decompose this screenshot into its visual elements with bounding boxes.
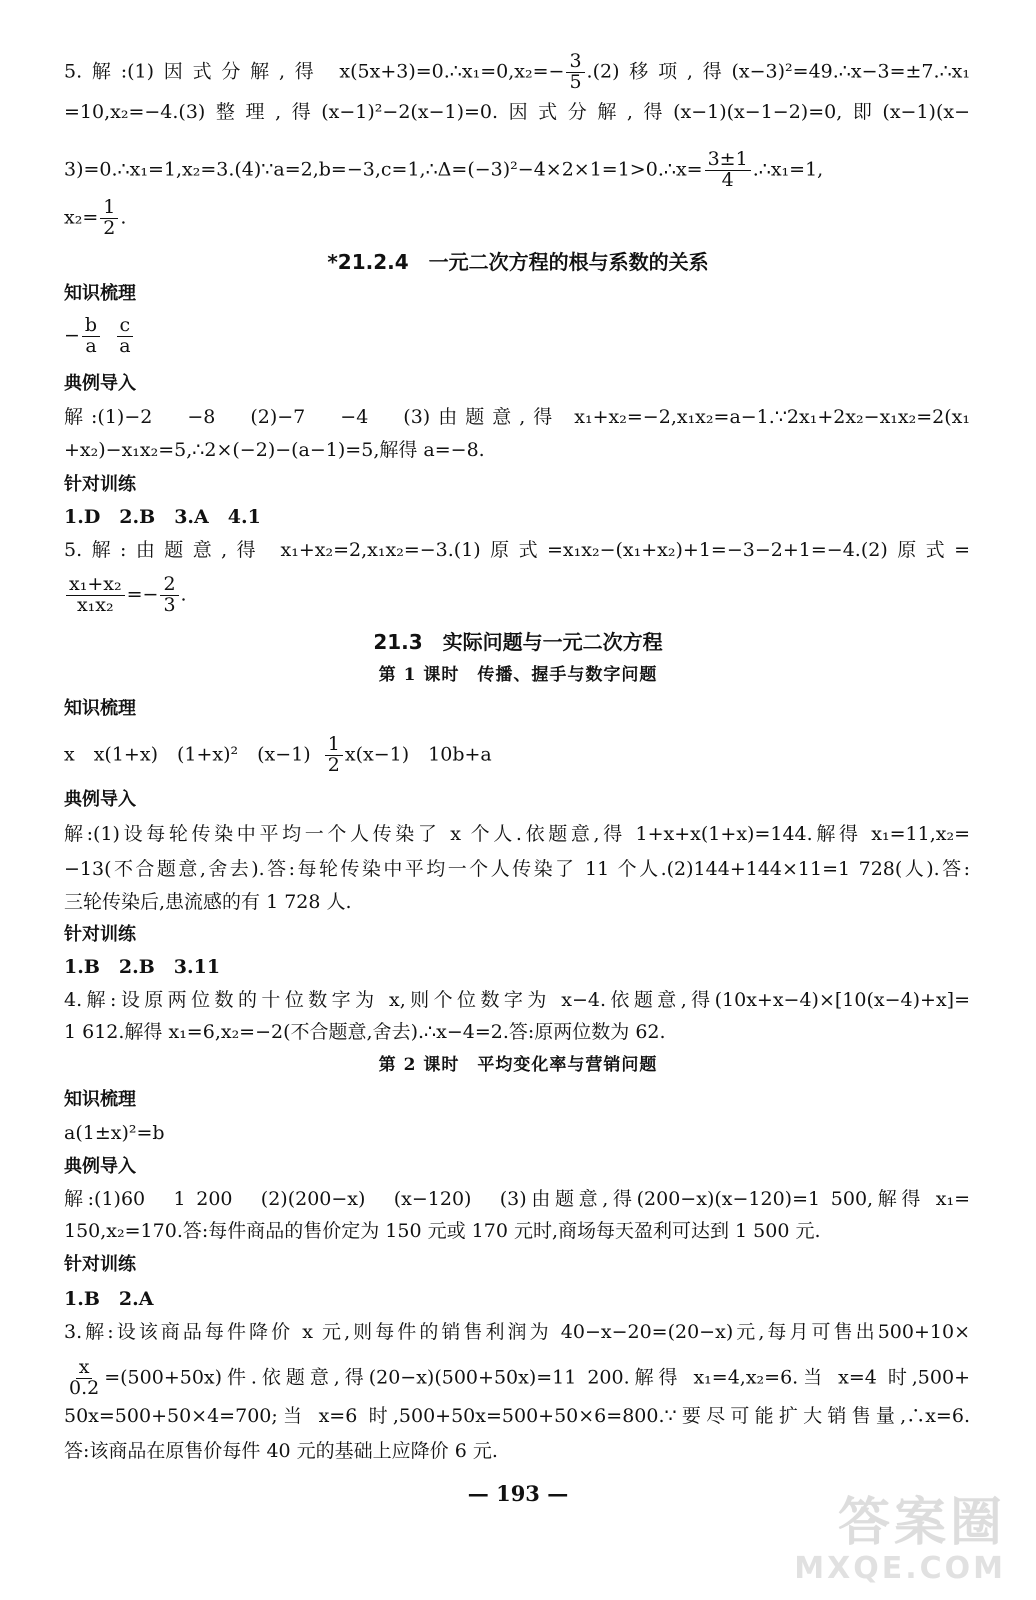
page-number: — 193 — <box>467 1481 569 1506</box>
heading-knowledge: 知识梳理 <box>64 283 136 304</box>
practice-answers: 1.B 2.A <box>64 1288 154 1310</box>
fraction: $\frac{3\pm 1}{4}$ <box>705 150 751 191</box>
practice-4-line-1: 4.解:设原两位数的十位数字为 x,则个位数字为 x−4.依题意,得(10x+x−4)×[10(x−4)+x]= <box>64 989 970 1011</box>
practice-5-line-2: $\frac{\text{x₁+x₂}}{\text{x₁x₂}}$ =− $\frac{2}{3}$ . <box>64 575 187 616</box>
heading-example: 典例导入 <box>64 373 136 394</box>
lesson-2-title: 第 2 课时 平均变化率与营销问题 <box>378 1055 658 1075</box>
heading-example: 典例导入 <box>64 1156 136 1177</box>
practice-answers: 1.D 2.B 3.A 4.1 <box>64 506 261 528</box>
fraction: $\frac{2}{3}$ <box>160 575 178 616</box>
fraction: $\frac{c}{a}$ <box>116 316 133 357</box>
heading-knowledge: 知识梳理 <box>64 698 136 719</box>
example-line-2: +x₂)−x₁x₂=5,∴2×(−2)−(a−1)=5,解得 a=−8. <box>64 439 485 461</box>
fraction: $\frac{\text{x₁+x₂}}{\text{x₁x₂}}$ <box>66 575 125 616</box>
fraction: $\frac{3}{5}$ <box>566 52 584 93</box>
example-line-1: 解:(1)设每轮传染中平均一个人传染了 x 个人.依题意,得 1+x+x(1+x)=144.解得 x₁=11,x₂= <box>64 823 970 845</box>
example-line-1: 解:(1)60 1 200 (2)(200−x) (x−120) (3)由题意,得(200−x)(x−120)=1 500,解得 x₁= <box>64 1188 970 1210</box>
watermark-text: 答案圈 <box>837 1493 1006 1553</box>
knowledge-answers: x x(1+x) (1+x)² (x−1) $\frac{1}{2}$ x(x−1) 10b+a <box>64 733 492 776</box>
section-title-21-3: 21.3 实际问题与一元二次方程 <box>373 630 663 654</box>
practice-3-line-1: 3.解:设该商品每件降价 x 元,则每件的销售利润为 40−x−20=(20−x)元,每月可售出500+10× <box>64 1321 970 1343</box>
example-line-2: −13(不合题意,舍去).答:每轮传染中平均一个人传染了 11 个人.(2)144+144×11=1 728(人).答: <box>64 858 970 880</box>
answer-5-line-1: 5.解:(1)因式分解,得 x(5x+3)=0.∴x₁=0,x₂=− $\frac{3}{5}$ .(2)移项,得(x−3)²=49.∴x−3=±7.∴x₁ <box>64 50 970 93</box>
answer-5-line-4: x₂= $\frac{1}{2}$ . <box>64 196 127 239</box>
heading-example: 典例导入 <box>64 789 136 810</box>
practice-3-line-3: 50x=500+50×4=700;当 x=6 时,500+50x=500+50×6=800.∵要尽可能扩大销售量,∴x=6. <box>64 1405 970 1427</box>
practice-3-line-4: 答:该商品在原售价每件 40 元的基础上应降价 6 元. <box>64 1440 498 1462</box>
knowledge-answers: − $\frac{b}{a}$ $\frac{c}{a}$ <box>64 316 136 357</box>
lesson-1-title: 第 1 课时 传播、握手与数字问题 <box>378 665 658 685</box>
fraction: $\frac{1}{2}$ <box>325 735 343 776</box>
knowledge-answer: a(1±x)²=b <box>64 1122 165 1144</box>
watermark-url: MXQE.COM <box>794 1551 1006 1586</box>
example-line-3: 三轮传染后,患流感的有 1 728 人. <box>64 891 352 913</box>
example-line-2: 150,x₂=170.答:每件商品的售价定为 150 元或 170 元时,商场每天盈利可达到 1 500 元. <box>64 1220 821 1242</box>
section-title-21-2-4: *21.2.4 一元二次方程的根与系数的关系 <box>327 250 709 274</box>
answer-5-line-3: 3)=0.∴x₁=1,x₂=3.(4)∵a=2,b=−3,c=1,∴Δ=(−3)²−4×2×1=1>0.∴x= $\frac{3\pm 1}{4}$ .∴x₁=1, <box>64 148 824 191</box>
practice-5-line-1: 5.解:由题意,得 x₁+x₂=2,x₁x₂=−3.(1)原式=x₁x₂−(x₁+x₂)+1=−3−2+1=−4.(2)原式= <box>64 539 970 561</box>
practice-answers: 1.B 2.B 3.11 <box>64 956 221 978</box>
heading-practice: 针对训练 <box>64 924 136 945</box>
heading-knowledge: 知识梳理 <box>64 1089 136 1110</box>
practice-3-line-2: $\frac{x}{0.2}$ =(500+50x)件.依题意,得(20−x)(500+50x)=11 200.解得 x₁=4,x₂=6.当 x=4 时,500+ <box>64 1358 970 1399</box>
practice-4-line-2: 1 612.解得 x₁=6,x₂=−2(不合题意,舍去).∴x−4=2.答:原两位数为 62. <box>64 1021 666 1043</box>
fraction: $\frac{x}{0.2}$ <box>69 1356 100 1399</box>
heading-practice: 针对训练 <box>64 474 136 495</box>
fraction: $\frac{1}{2}$ <box>100 198 118 239</box>
example-line-1: 解:(1)−2 −8 (2)−7 −4 (3)由题意,得 x₁+x₂=−2,x₁x₂=a−1.∵2x₁+2x₂−x₁x₂=2(x₁ <box>64 406 970 428</box>
fraction: $\frac{b}{a}$ <box>82 316 100 357</box>
watermark-logo <box>776 1480 1016 1590</box>
heading-practice: 针对训练 <box>64 1254 136 1275</box>
answer-5-line-2: =10,x₂=−4.(3)整理,得(x−1)²−2(x−1)=0.因式分解,得(x−1)(x−1−2)=0,即(x−1)(x− <box>64 101 970 123</box>
